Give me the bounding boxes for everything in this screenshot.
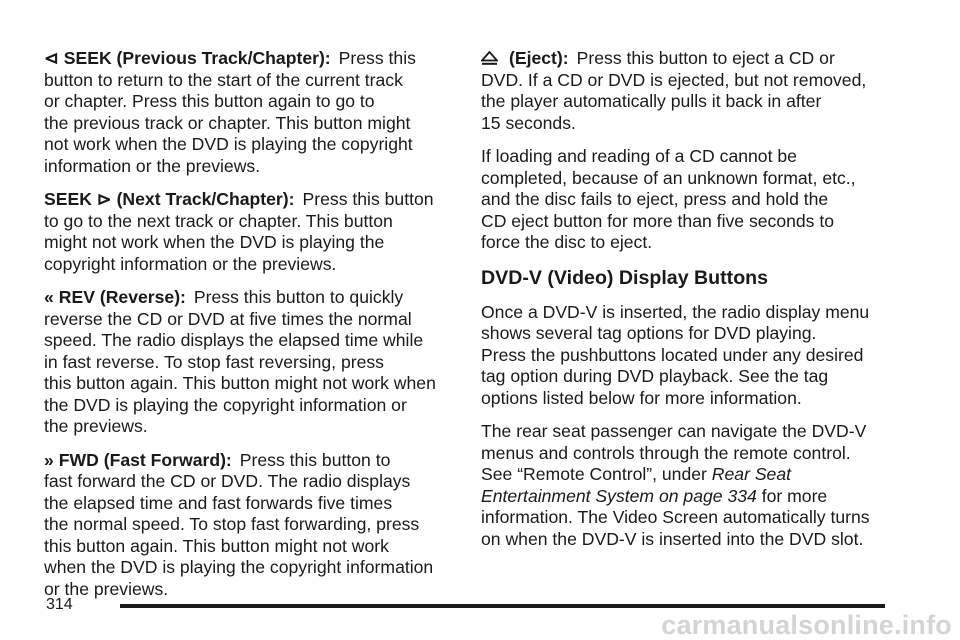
eject-section: (Eject): Press this button to eject a CD or DVD. If a CD or DVD is ejected, but not removed, the player automatically pulls it back in after 15 seconds. [481, 48, 867, 133]
fast-forward-section: » FWD (Fast Forward): Press this button to fast forward the CD or DVD. The radio displays the elapsed time and fast forwards five times the normal speed. To stop fast forwarding, press this button again. This button might not work when the DVD is playing the copyright information or the previews. [44, 449, 434, 599]
seek-next-prefix: SEEK [44, 189, 92, 209]
loading-paragraph: If loading and reading of a CD cannot be completed, because of an unknown format, etc., and the disc fails to eject, press and hold the CD eject button for more than five seconds to force the disc to eject. [481, 146, 856, 252]
watermark: carmanualsonline.info [661, 610, 952, 640]
eject-label: (Eject): [509, 48, 569, 68]
seek-previous-label: SEEK (Previous Track/Chapter): [63, 48, 331, 68]
fast-forward-icon: » [44, 449, 54, 470]
cross-reference: Rear Seat [711, 464, 792, 484]
footer-rule [120, 604, 885, 608]
right-column [481, 48, 891, 562]
seek-previous-section: ⊲ SEEK (Previous Track/Chapter): Press this button to return to the start of the current track or chapter. Press this button again to go to the previous track or chapter. This button might not work when the DVD is playing the copyright information or the previews. [44, 48, 416, 176]
reverse-section: « REV (Reverse): Press this button to quickly reverse the CD or DVD at five times the normal speed. The radio displays the elapsed time while in fast reverse. To stop fast reversing, press this button again. This button might not work when the DVD is playing the copyright information or the previews. [44, 287, 436, 436]
seek-previous-icon: ⊲ [44, 48, 59, 68]
reverse-label: REV (Reverse): [58, 287, 186, 307]
seek-next-icon: ⊳ [96, 189, 112, 209]
seek-next-label: (Next Track/Chapter): [116, 189, 295, 209]
eject-icon [481, 51, 498, 66]
dvd-paragraph: Once a DVD-V is inserted, the radio display menu shows several tag options for DVD playing. Press the pushbuttons located under any desired tag option during DVD playback. See the tag options listed below for more information. [481, 301, 870, 408]
fast-forward-label: FWD (Fast Forward): [58, 449, 232, 470]
cross-reference-page: Entertainment System on page 334 [481, 485, 757, 506]
section-heading: DVD-V (Video) Display Buttons [481, 266, 769, 289]
reverse-icon: « [44, 287, 54, 307]
page-number: 314 [46, 596, 73, 613]
left-column [44, 48, 454, 612]
rear-seat-paragraph: The rear seat passenger can navigate the DVD-V menus and controls through the remote control. See “Remote Control”, under Rear Seat Entertainment System on page 334 for more information. The Video Screen automatically turns on when the DVD-V is inserted into the DVD slot. [481, 421, 870, 549]
seek-next-section: SEEK ⊳ (Next Track/Chapter): Press this button to go to the next track or chapter. This button might not work when the DVD is playing the copyright information or the previews. [44, 189, 434, 274]
